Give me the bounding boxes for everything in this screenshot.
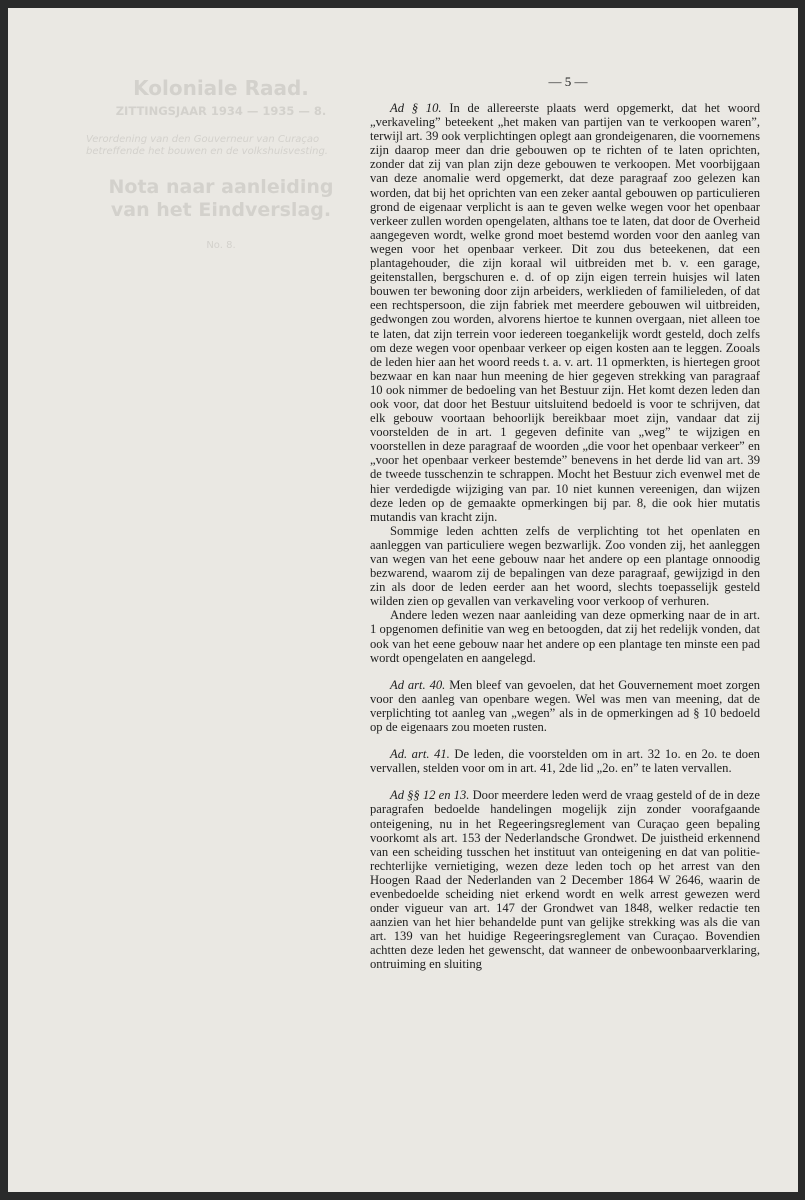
bleed-through-cover-text	[86, 76, 356, 251]
section-reference: Ad §§ 12 en 13.	[390, 788, 470, 803]
section-reference: Ad § 10.	[390, 101, 442, 115]
text-column	[370, 101, 760, 972]
paragraph-text: Men bleef van gevoelen, dat het Gouvernement moet zorgen voor den aanleg van openbare wegen. Wel was men van meening, dat de verplichting tot aanleg van „wegen” als in de opmerkingen ad § 10 bedoeld op de eigenaars zou moeten rusten.	[370, 677, 760, 735]
page-number: — 5 —	[548, 74, 588, 89]
ghost-number: No. 8.	[206, 240, 236, 251]
ghost-description: Verordening van den Gouverneur van Curaçao betreffende het bouwen en de volkshuisvesting.	[86, 134, 328, 157]
document-page	[8, 8, 798, 1192]
ghost-session: ZITTINGSJAAR 1934 — 1935 — 8.	[115, 104, 327, 118]
paragraph-text: Door meerdere leden werd de vraag gesteld of de in deze paragrafen bedoelde handelingen mogelijk zijn zonder voorafgaande onteigening, nu in het Regeeringsreglement van Curaçao geen bepaling voorkomt als art. 153 der Nederlandsche Grondwet. De juistheid erkennend van een scheiding tusschen het instituut van onteigening en dat van politie-rechterlijke vernietiging, wezen deze leden toch op het arrest van den Hoogen Raad der Nederlanden van 2 December 1864 W 2646, waarin de evenbedoelde scheiding niet erkend wordt en welk arrest gewezen werd onder vigueur van art. 147 der Grondwet van 1848, welker redactie ten aanzien van het hier behandelde punt van gelijke strekking was als die van art. 139 van het huidige Regeeringsreglement van Curaçao. Bovendien achtten deze leden het gewenscht, dat wanneer de onbewoonbaarverklaring, ontruiming en sluiting	[370, 788, 760, 972]
paragraph-andere-leden	[370, 608, 760, 664]
section-reference: Ad art. 40.	[390, 677, 446, 692]
ghost-title: Koloniale Raad.	[133, 76, 309, 100]
paragraph-ad-art-40	[370, 678, 760, 734]
ghost-heading: Nota naar aanleiding van het Eindverslag.	[108, 176, 334, 221]
paragraph-text: Sommige leden achtten zelfs de verplichting tot het openlaten en aanleggen van particuliere wegen bezwarlijk. Zoo vonden zij, het aanleggen van wegen van het eene gebouw naar het andere op een plantage onnoodig bezwarend, waarom zij de bepalingen van deze paragraaf, gewijzigd in den zin als door de leden eerder aan het woord, slechts toepasselijk gesteld wilden zien op gevallen van verkaveling voor verkoop of verhuren.	[370, 523, 760, 609]
section-reference: Ad. art. 41.	[390, 747, 450, 762]
paragraph-ad-10	[370, 101, 760, 524]
paragraph-text: Andere leden wezen naar aanleiding van deze opmerking naar de in art. 1 opgenomen definitie van weg en betoogden, dat zij het redelijk vonden, dat ook van het eene gebouw naar het andere op een plantage ten minste een pad wordt opengelaten en aangelegd.	[370, 608, 760, 665]
paragraph-text: De leden, die voorstelden om in art. 32 1o. en 2o. te doen vervallen, stelden voor om in art. 41, 2de lid „2o. en” te laten vervallen.	[370, 747, 760, 776]
paragraph-ad-art-41	[370, 747, 760, 775]
paragraph-ad-12-13	[370, 788, 760, 971]
paragraph-sommige-leden	[370, 524, 760, 609]
paragraph-text: In de allereerste plaats werd opgemerkt, dat het woord „verkaveling” beteekent „het maken van partijen van te verkoopen waren”, terwijl art. 39 ook verplichtingen oplegt aan grondeigenaren, die voornemens zijn daarop meer dan drie gebouwen op te richten of te laten oprichten, zonder dat zij van plan zijn deze gebouwen te verkoopen. Met voorbijgaan van deze anomalie werd opgemerkt, dat deze paragraaf zoo gelezen kan worden, dat bij het oprichten van een zeker aantal gebouwen op particulieren grond de eigenaar verplicht is aan te geven welke wegen voor het openbaar verkeer zullen worden opengelaten, althans toe te laten, dat door de Overheid aangegeven wordt, welke grond moet bestemd worden voor den aanleg van wegen voor het openbaar verkeer. Dit zou dus beteekenen, dat een plantagehouder, die zijn koraal wil uitbreiden met b. v. een garage, geitenstallen, bergschuren e. d. of op zijn eigen terrein huisjes wil laten bouwen ter bewoning door zijn arbeiders, werkliеden of familieleden, of dat een rechtspersoon, die zijn fabriek met meerdere gebouwen wil uitbreiden, gedwongen zou worden, alvorens hiertoe te kunnen overgaan, niet alleen toe te laten, dat zijn terrein voor iedereen toegankelijk wordt gesteld, doch zelfs om deze wegen voor openbaar verkeer op eigen kosten aan te leggen. Zooals de leden hier aan het woord reeds t. a. v. art. 11 opmerkten, is hiertegen groot bezwaar en kan naar hun meening de hier gegeven strekking van paragraaf 10 ook nimmer de bedoeling van het Bestuur zijn. Het komt dezen leden dan ook voor, dat door het Bestuur uitsluitend bedoeld is voor te schrijven, dat elk gebouw voortaan behoorlijk bereikbaar moet zijn, vandaar dat zij voorstelden de in art. 1 gegeven definite van „weg” te wijzigen en voorstellen in deze paragraaf de woorden „die voor het openbaar verkeer” en „voor het openbaar verkeer bestemde” benevens in het derde lid van art. 39 de tweede tusschenzin te schrappen. Mocht het Bestuur zich evenwel met de hier verdedigde wijziging van par. 10 niet kunnen vereenigen, dan wijzen deze leden op de gemaakte opmerkingen bij par. 8, die ook hier mutatis mutandis van kracht zijn.	[370, 101, 760, 524]
